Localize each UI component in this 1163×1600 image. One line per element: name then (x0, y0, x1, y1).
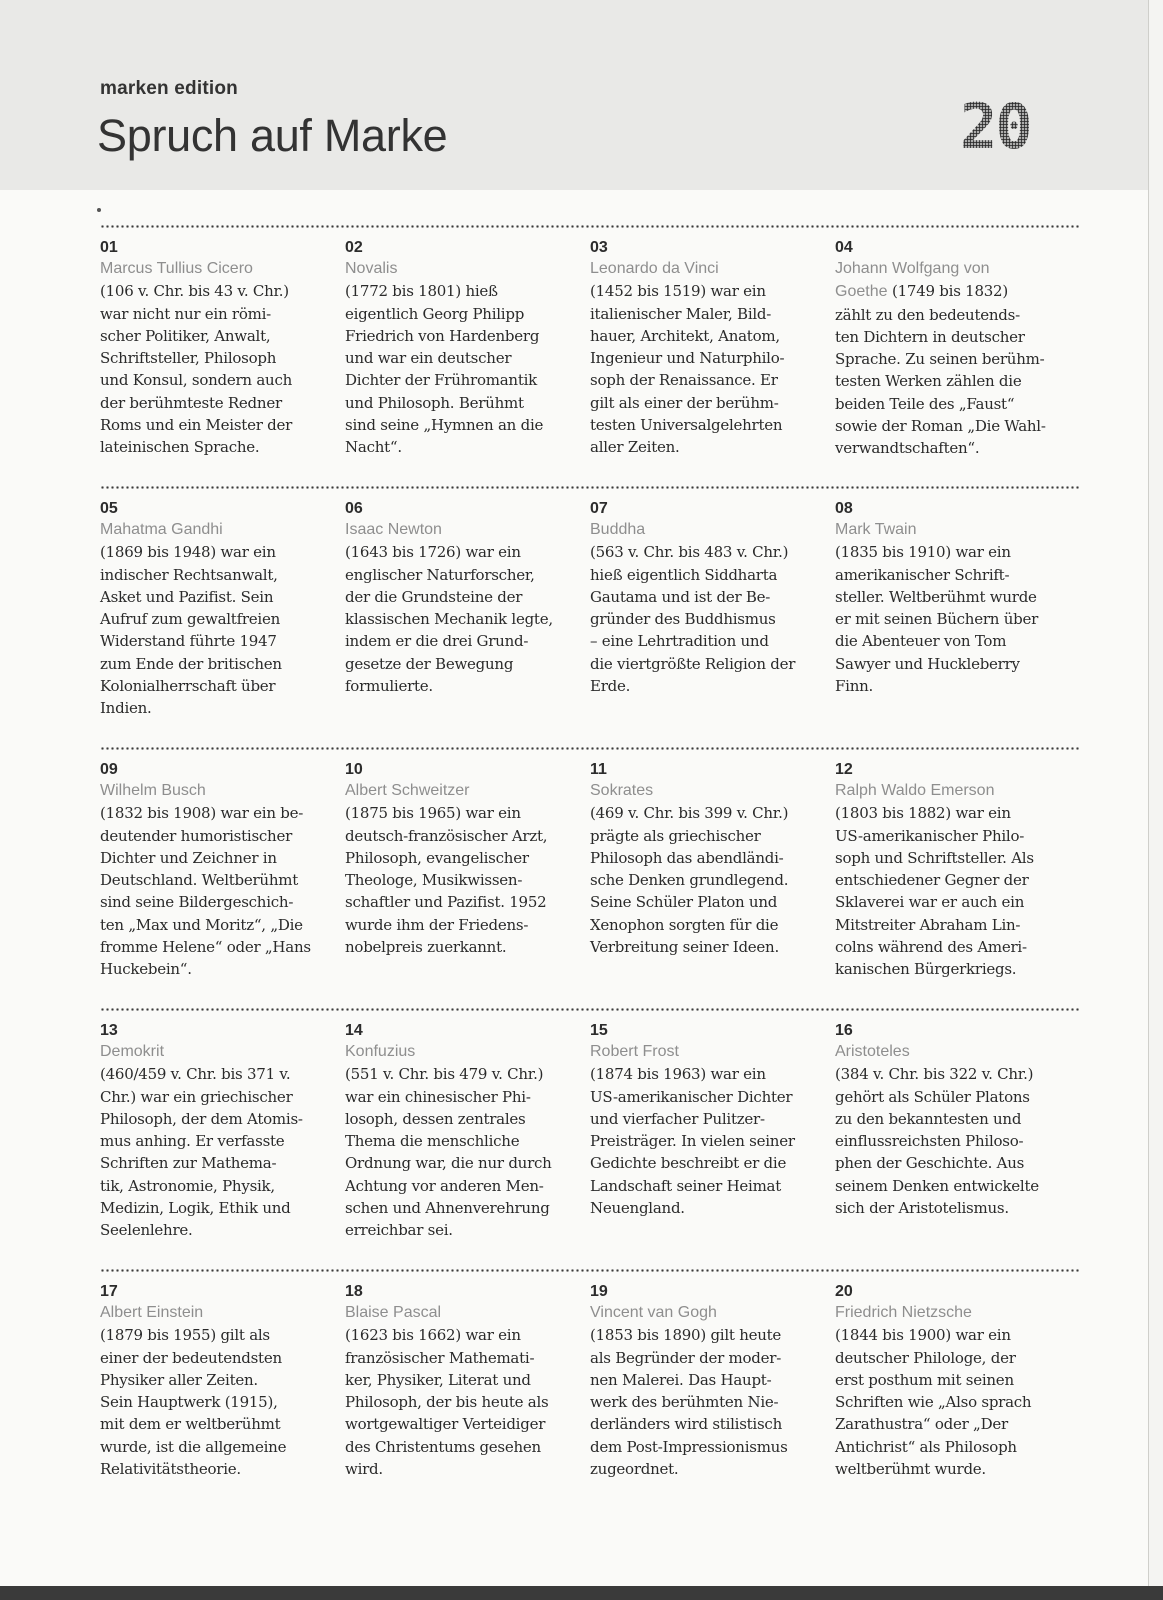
entry-text-line: Zarathustra“ oder „Der (835, 1415, 1008, 1434)
entry-text-line: ten „Max und Moritz“, „Die (100, 915, 303, 934)
entry-text-line: Neuengland. (590, 1199, 685, 1218)
entry-text-line: Huckebein“. (100, 960, 192, 979)
entry-description (835, 258, 1065, 460)
entry-person-name: Isaac Newton (345, 521, 442, 538)
entry-text-line: die viertgrößte Religion der (590, 654, 796, 673)
entry-description (590, 780, 820, 958)
entry-text-line: lateinischen Sprache. (100, 438, 260, 457)
entry-text-line: scher Politiker, Anwalt, (100, 326, 271, 345)
entry-text-line: und Konsul, sondern auch (100, 371, 293, 390)
entry-text-line: der die Grundsteine der (345, 587, 523, 606)
entry-text-line: Philosoph, evangelischer (345, 848, 529, 867)
entry-text-line: Antichrist“ als Philosoph (835, 1437, 1017, 1456)
entry-description (590, 1041, 820, 1219)
entry-person-name: Albert Einstein (100, 1304, 204, 1321)
entry-text-line: deutscher Philologe, der (835, 1348, 1016, 1367)
entry-text-line: Schriftsteller, Philosoph (100, 349, 277, 368)
entry-text-line: fromme Helene“ oder „Hans (100, 938, 311, 957)
entry-row (100, 225, 1080, 486)
entry-number: 18 (345, 1283, 363, 1300)
entry-card (835, 498, 1065, 697)
entry-text-line: Nacht“. (345, 438, 402, 457)
entry-text-line: Roms und ein Meister der (100, 416, 293, 435)
entry-description (590, 519, 820, 697)
entry-number: 13 (100, 1022, 118, 1039)
entry-text-line: Sklaverei war er auch ein (835, 893, 1025, 912)
brand-label: marken edition (100, 78, 238, 99)
entry-text-line: (551 v. Chr. bis 479 v. Chr.) (345, 1065, 544, 1084)
edition-number: 20 (960, 90, 1031, 163)
entry-text-line: steller. Weltberühmt wurde (835, 587, 1037, 606)
entry-text-line: derländers wird stilistisch (590, 1415, 782, 1434)
entry-number: 12 (835, 761, 853, 778)
entry-text-line: (460/459 v. Chr. bis 371 v. (100, 1065, 291, 1084)
entry-text-line: Widerstand führte 1947 (100, 632, 277, 651)
entry-card (100, 1020, 330, 1242)
entry-text-line: Physiker aller Zeiten. (100, 1370, 258, 1389)
entry-text-line: gründer des Buddhismus (590, 610, 776, 629)
entry-card (345, 237, 575, 459)
entry-text-line: gilt als einer der berühm- (590, 393, 779, 412)
dotted-divider (100, 747, 1080, 750)
entry-text-line: hieß eigentlich Siddharta (590, 565, 778, 584)
entry-text-line: Gautama und ist der Be- (590, 587, 771, 606)
entry-text-line: (469 v. Chr. bis 399 v. Chr.) (590, 804, 789, 823)
entry-text-line: Philosoph, der dem Atomis- (100, 1109, 303, 1128)
dotted-divider (100, 1008, 1080, 1011)
entry-text-line: prägte als griechischer (590, 826, 761, 845)
entry-text-line: deutender humoristischer (100, 826, 292, 845)
entry-description (100, 1302, 330, 1480)
entry-row (100, 1008, 1080, 1269)
entry-text-line: war nicht nur ein römi- (100, 304, 271, 323)
entry-description (835, 780, 1065, 981)
entry-card (590, 759, 820, 958)
entry-card (835, 759, 1065, 981)
entry-card (590, 1281, 820, 1480)
entry-text-line: (1835 bis 1910) war ein (835, 543, 1011, 562)
entry-text-line: amerikanischer Schrift- (835, 565, 1010, 584)
entry-description (345, 519, 575, 697)
entry-text-line: Schriften wie „Also sprach (835, 1393, 1032, 1412)
entries-grid (100, 225, 1080, 1530)
entry-person-name: Aristoteles (835, 1043, 910, 1060)
entry-number: 15 (590, 1022, 608, 1039)
entry-number: 09 (100, 761, 118, 778)
entry-card (100, 498, 330, 720)
entry-description (345, 1041, 575, 1242)
dotted-divider (100, 225, 1080, 228)
entry-number: 10 (345, 761, 363, 778)
entry-text-line: schen und Ahnenverehrung (345, 1199, 550, 1218)
entry-text-line: (1853 bis 1890) gilt heute (590, 1326, 782, 1345)
entry-text-line: (1643 bis 1726) war ein (345, 543, 521, 562)
entry-row (100, 747, 1080, 1008)
entry-card (100, 759, 330, 981)
entry-text-line: testen Werken zählen die (835, 372, 1022, 391)
entry-person-name: Robert Frost (590, 1043, 679, 1060)
entry-person-name: Konfuzius (345, 1043, 416, 1060)
entry-text-line: Schriften zur Mathema- (100, 1154, 277, 1173)
entry-text-line: zählt zu den bedeutends- (835, 305, 1020, 324)
entry-description (835, 519, 1065, 697)
entry-text-line: weltberühmt wurde. (835, 1460, 986, 1479)
entry-text-line: Ingenieur und Naturphilo- (590, 349, 785, 368)
entry-text-line: US-amerikanischer Philo- (835, 826, 1025, 845)
entry-text-line: und Philosoph. Berühmt (345, 393, 524, 412)
entry-text-line: formulierte. (345, 677, 433, 696)
entry-text-line: Indien. (100, 699, 152, 718)
entry-text-line: Kolonialherrschaft über (100, 677, 276, 696)
entry-text-line: italienischer Maler, Bild- (590, 304, 772, 323)
entry-card (345, 1281, 575, 1480)
entry-text-line: (1879 bis 1955) gilt als (100, 1326, 270, 1345)
entry-person-name: Wilhelm Busch (100, 782, 206, 799)
entry-text-line: Friedrich von Hardenberg (345, 326, 540, 345)
entry-text-line: Seelenlehre. (100, 1221, 193, 1240)
entry-person-name: Sokrates (590, 782, 654, 799)
entry-text-line: klassischen Mechanik legte, (345, 610, 553, 629)
entry-description (590, 1302, 820, 1480)
entry-text-line: entschiedener Gegner der (835, 871, 1029, 890)
entry-text-line: gesetze der Bewegung (345, 654, 514, 673)
entry-description (345, 780, 575, 958)
entry-text-line: aller Zeiten. (590, 438, 680, 457)
entry-text-line: indischer Rechtsanwalt, (100, 565, 278, 584)
entry-text-line: (1803 bis 1882) war ein (835, 804, 1011, 823)
entry-person-name: Friedrich Nietzsche (835, 1304, 972, 1321)
entry-text-line: dem Post-Impressionismus (590, 1437, 788, 1456)
entry-text-line: Sawyer und Huckleberry (835, 654, 1020, 673)
entry-text-line: (1623 bis 1662) war ein (345, 1326, 521, 1345)
entry-text-line: phen der Geschichte. Aus (835, 1154, 1025, 1173)
entry-number: 16 (835, 1022, 853, 1039)
entry-text-line: einflussreichsten Philoso- (835, 1132, 1024, 1151)
entry-text-line: Deutschland. Weltberühmt (100, 871, 299, 890)
entry-description (835, 1041, 1065, 1219)
entry-text-line: Medizin, Logik, Ethik und (100, 1199, 291, 1218)
entry-person-name: Marcus Tullius Cicero (100, 260, 253, 277)
entry-text-line: Seine Schüler Platon und (590, 893, 778, 912)
entry-text-line: Erde. (590, 677, 631, 696)
entry-text-line: sind seine Bildergeschich- (100, 893, 294, 912)
entry-number: 06 (345, 500, 363, 517)
entry-text-line: seinem Denken entwickelte (835, 1176, 1039, 1195)
entry-text-line: mus anhing. Er verfasste (100, 1132, 285, 1151)
entry-text-line: (1844 bis 1900) war ein (835, 1326, 1011, 1345)
entry-text-line: Gedichte beschreibt er die (590, 1154, 787, 1173)
entry-text-line: (1452 bis 1519) war ein (590, 282, 766, 301)
entry-text-line: losoph, dessen zentrales (345, 1109, 526, 1128)
entry-text-line: indem er die drei Grund- (345, 632, 529, 651)
entry-text-line: Xenophon sorgten für die (590, 915, 779, 934)
entry-text-line: soph der Renaissance. Er (590, 371, 778, 390)
entry-person-name: Buddha (590, 521, 646, 538)
entry-text-line: sowie der Roman „Die Wahl- (835, 417, 1046, 436)
entry-text-line: beiden Teile des „Faust“ (835, 394, 1015, 413)
entry-person-name: Mahatma Gandhi (100, 521, 223, 538)
entry-number: 07 (590, 500, 608, 517)
entry-text-line: zum Ende der britischen (100, 654, 282, 673)
entry-text-line: mit dem er weltberühmt (100, 1415, 281, 1434)
entry-text-line: soph und Schriftsteller. Als (835, 848, 1034, 867)
entry-text-line: Philosoph, der bis heute als (345, 1393, 549, 1412)
entry-text-line: englischer Naturforscher, (345, 565, 535, 584)
entry-text-line: verwandtschaften“. (835, 439, 980, 458)
dotted-divider (100, 1269, 1080, 1272)
entry-number: 03 (590, 239, 608, 256)
entry-text-line: einer der bedeutendsten (100, 1348, 282, 1367)
entry-number: 04 (835, 239, 853, 256)
entry-card (835, 1020, 1065, 1219)
entry-text-line: und war ein deutscher (345, 349, 512, 368)
entry-text-line: Goethe (1749 bis 1832) (835, 282, 1008, 301)
entry-text-line: wurde, ist die allgemeine (100, 1437, 287, 1456)
entry-text-line: erst posthum mit seinen (835, 1370, 1014, 1389)
entry-text-line: er mit seinen Büchern über (835, 610, 1039, 629)
entry-text-line: Chr.) war ein griechischer (100, 1087, 293, 1106)
entry-text-line: sind seine „Hymnen an die (345, 416, 544, 435)
entry-text-line: Mitstreiter Abraham Lin- (835, 915, 1021, 934)
entry-text-line: (1772 bis 1801) hieß (345, 282, 498, 301)
entry-text-line: Dichter und Zeichner in (100, 848, 277, 867)
entry-number: 05 (100, 500, 118, 517)
entry-text-line: sich der Aristotelismus. (835, 1199, 1009, 1218)
entry-card (345, 498, 575, 697)
entry-text-line: Landschaft seiner Heimat (590, 1176, 782, 1195)
entry-text-line: Aufruf zum gewaltfreien (100, 610, 281, 629)
entry-text-line: Achtung vor anderen Men- (345, 1176, 544, 1195)
entry-person-name: Leonardo da Vinci (590, 260, 719, 277)
entry-text-line: Sprache. Zu seinen berühm- (835, 350, 1045, 369)
entry-number: 08 (835, 500, 853, 517)
entry-text-line: französischer Mathemati- (345, 1348, 535, 1367)
entry-description (835, 1302, 1065, 1480)
entry-text-line: kanischen Bürgerkriegs. (835, 960, 1017, 979)
entry-text-line: testen Universalgelehrten (590, 416, 783, 435)
entry-row (100, 486, 1080, 747)
dotted-divider (100, 486, 1080, 489)
entry-description (590, 258, 820, 459)
entry-text-line: Ordnung war, die nur durch (345, 1154, 552, 1173)
entry-card (590, 498, 820, 697)
entry-text-line: wortgewaltiger Verteidiger (345, 1415, 546, 1434)
entry-description (100, 780, 330, 981)
entry-text-line: eigentlich Georg Philipp (345, 304, 525, 323)
entry-text-line: ker, Physiker, Literat und (345, 1370, 531, 1389)
entry-text-line: erreichbar sei. (345, 1221, 453, 1240)
entry-person-name: Mark Twain (835, 521, 917, 538)
entry-text-line: (1832 bis 1908) war ein be- (100, 804, 304, 823)
entry-description (100, 519, 330, 720)
entry-text-line: zugeordnet. (590, 1460, 679, 1479)
entry-text-line: hauer, Architekt, Anatom, (590, 326, 780, 345)
entry-text-line: Asket und Pazifist. Sein (100, 587, 274, 606)
entry-text-line: des Christentums gesehen (345, 1437, 541, 1456)
entry-text-line: (384 v. Chr. bis 322 v. Chr.) (835, 1065, 1034, 1084)
entry-text-line: Relativitätstheorie. (100, 1460, 241, 1479)
entry-text-line: die Abenteuer von Tom (835, 632, 1007, 651)
entry-text-line: (563 v. Chr. bis 483 v. Chr.) (590, 543, 789, 562)
entry-text-line: als Begründer der moder- (590, 1348, 782, 1367)
entry-text-line: zu den bekanntesten und (835, 1109, 1022, 1128)
entry-text-line: gehört als Schüler Platons (835, 1087, 1030, 1106)
entry-number: 14 (345, 1022, 363, 1039)
entry-text-line: der berühmteste Redner (100, 393, 282, 412)
entry-text-line: nobelpreis zuerkannt. (345, 938, 507, 957)
entry-text-line: tik, Astronomie, Physik, (100, 1176, 275, 1195)
entry-text-line: (1875 bis 1965) war ein (345, 804, 521, 823)
entry-text-line: deutsch-französischer Arzt, (345, 826, 548, 845)
bullet-dot (97, 208, 101, 212)
entry-number: 19 (590, 1283, 608, 1300)
entry-number: 20 (835, 1283, 853, 1300)
page-header (0, 0, 1148, 190)
entry-text-line: colns während des Ameri- (835, 938, 1027, 957)
entry-text-line: US-amerikanischer Dichter (590, 1087, 793, 1106)
entry-text-line: Philosoph das abendländi- (590, 848, 784, 867)
entry-number: 17 (100, 1283, 118, 1300)
entry-text-line: Thema die menschliche (345, 1132, 520, 1151)
page-title: Spruch auf Marke (97, 110, 448, 161)
entry-card (590, 1020, 820, 1219)
entry-person-name: Novalis (345, 260, 398, 277)
entry-person-name: Blaise Pascal (345, 1304, 442, 1321)
entry-description (100, 1041, 330, 1242)
entry-text-line: – eine Lehrtradition und (590, 632, 769, 651)
entry-person-name: Ralph Waldo Emerson (835, 782, 995, 799)
entry-description (345, 1302, 575, 1480)
entry-person-name: Albert Schweitzer (345, 782, 470, 799)
entry-card (345, 1020, 575, 1242)
entry-number: 01 (100, 239, 118, 256)
entry-text-line: Preisträger. In vielen seiner (590, 1132, 795, 1151)
entry-text-line: (1869 bis 1948) war ein (100, 543, 276, 562)
entry-text-line: Theologe, Musikwissen- (345, 871, 523, 890)
entry-text-line: und vierfacher Pulitzer- (590, 1109, 765, 1128)
entry-text-line: wird. (345, 1460, 383, 1479)
entry-text-line: werk des berühmten Nie- (590, 1393, 779, 1412)
entry-description (345, 258, 575, 459)
entry-text-line: wurde ihm der Friedens- (345, 915, 529, 934)
entry-person-name: Vincent van Gogh (590, 1304, 717, 1321)
entry-card (835, 1281, 1065, 1480)
entry-number: 02 (345, 239, 363, 256)
entry-text-line: sche Denken grundlegend. (590, 871, 789, 890)
entry-text-line: Sein Hauptwerk (1915), (100, 1393, 278, 1412)
entry-text-line: war ein chinesischer Phi- (345, 1087, 531, 1106)
entry-person-name: Demokrit (100, 1043, 165, 1060)
bottom-edge (0, 1586, 1163, 1600)
entry-text-line: schaftler und Pazifist. 1952 (345, 893, 547, 912)
entry-text-line: ten Dichtern in deutscher (835, 327, 1025, 346)
entry-person-name: Johann Wolfgang von (835, 260, 990, 277)
entry-description (100, 258, 330, 459)
entry-text-line: nen Malerei. Das Haupt- (590, 1370, 772, 1389)
entry-card (590, 237, 820, 459)
entry-text-line: Finn. (835, 677, 874, 696)
entry-number: 11 (590, 761, 607, 778)
entry-card (345, 759, 575, 958)
entry-card (100, 1281, 330, 1480)
entry-card (835, 237, 1065, 460)
entry-card (100, 237, 330, 459)
entry-text-line: Verbreitung seiner Ideen. (590, 938, 779, 957)
entry-text-line: Dichter der Frühromantik (345, 371, 537, 390)
entry-text-line: (106 v. Chr. bis 43 v. Chr.) (100, 282, 289, 301)
entry-row (100, 1269, 1080, 1530)
entry-text-line: (1874 bis 1963) war ein (590, 1065, 766, 1084)
